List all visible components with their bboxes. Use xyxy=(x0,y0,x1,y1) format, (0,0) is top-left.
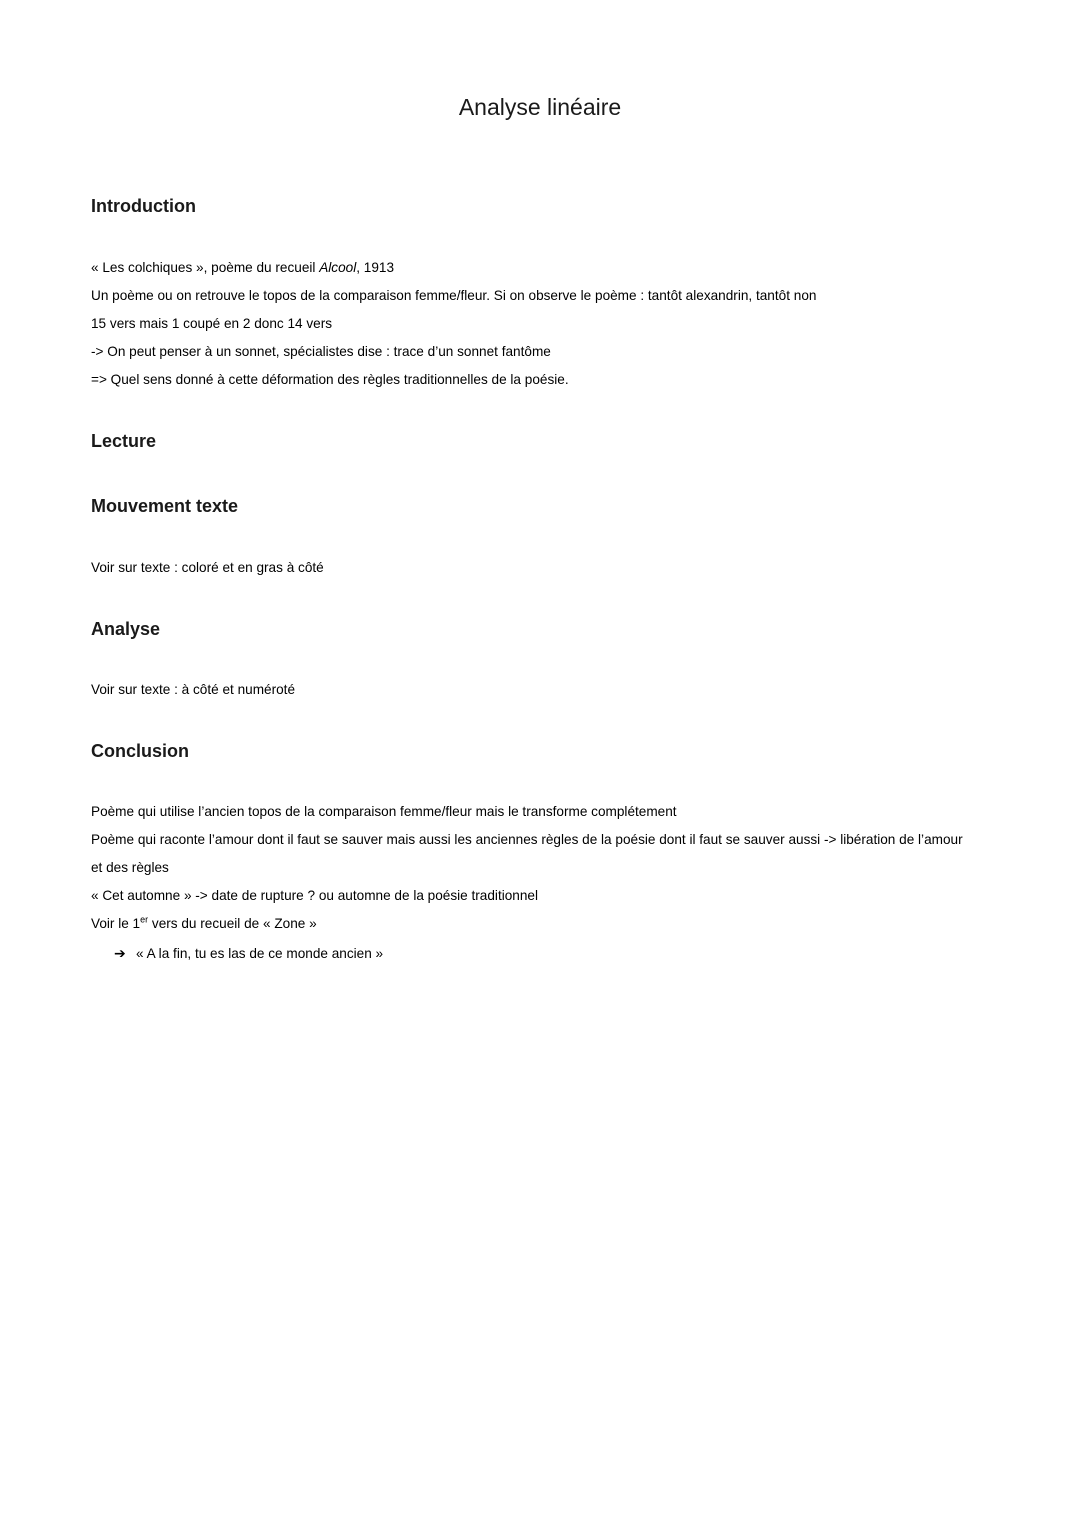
conclusion-arrow-text: « A la fin, tu es las de ce monde ancien » xyxy=(136,946,384,961)
arrow-right-icon: ➔ xyxy=(114,945,126,961)
conclusion-line-5 xyxy=(91,915,317,933)
heading-introduction: Introduction xyxy=(91,196,196,216)
intro-line-1-italic: Alcool xyxy=(319,260,357,275)
intro-line-1-pre: « Les colchiques », poème du recueil xyxy=(91,260,320,275)
intro-line-4: -> On peut penser à un sonnet, spécialistes dise : trace d’un sonnet fantôme xyxy=(91,344,551,359)
conclusion-line-5-sup: er xyxy=(140,914,149,925)
conclusion-line-3: et des règles xyxy=(91,860,169,875)
intro-line-1 xyxy=(91,259,394,277)
conclusion-line-2: Poème qui raconte l’amour dont il faut se sauver mais aussi les anciennes règles de la poésie dont il faut se sauver aussi -> libération de l’amour xyxy=(91,832,963,847)
intro-line-2: Un poème ou on retrouve le topos de la comparaison femme/fleur. Si on observe le poème : tantôt alexandrin, tantôt non xyxy=(91,288,817,303)
intro-line-1-post: , 1913 xyxy=(356,260,395,275)
heading-mouvement-texte: Mouvement texte xyxy=(91,496,239,516)
mouvement-line-1: Voir sur texte : coloré et en gras à côté xyxy=(91,560,324,575)
intro-line-3: 15 vers mais 1 coupé en 2 donc 14 vers xyxy=(91,316,333,331)
heading-conclusion: Conclusion xyxy=(91,741,189,761)
conclusion-line-1: Poème qui utilise l’ancien topos de la comparaison femme/fleur mais le transforme complétement xyxy=(91,804,677,819)
heading-analyse: Analyse xyxy=(91,619,161,639)
conclusion-line-4: « Cet automne » -> date de rupture ? ou automne de la poésie traditionnel xyxy=(91,888,539,903)
conclusion-line-5-post: vers du recueil de « Zone » xyxy=(148,916,317,931)
heading-lecture: Lecture xyxy=(91,431,157,451)
document-title: Analyse linéaire xyxy=(458,94,622,120)
intro-line-5: => Quel sens donné à cette déformation des règles traditionnelles de la poésie. xyxy=(91,372,569,387)
conclusion-arrow-line xyxy=(114,944,383,963)
analyse-line-1: Voir sur texte : à côté et numéroté xyxy=(91,682,296,697)
conclusion-line-5-pre: Voir le 1 xyxy=(91,916,141,931)
